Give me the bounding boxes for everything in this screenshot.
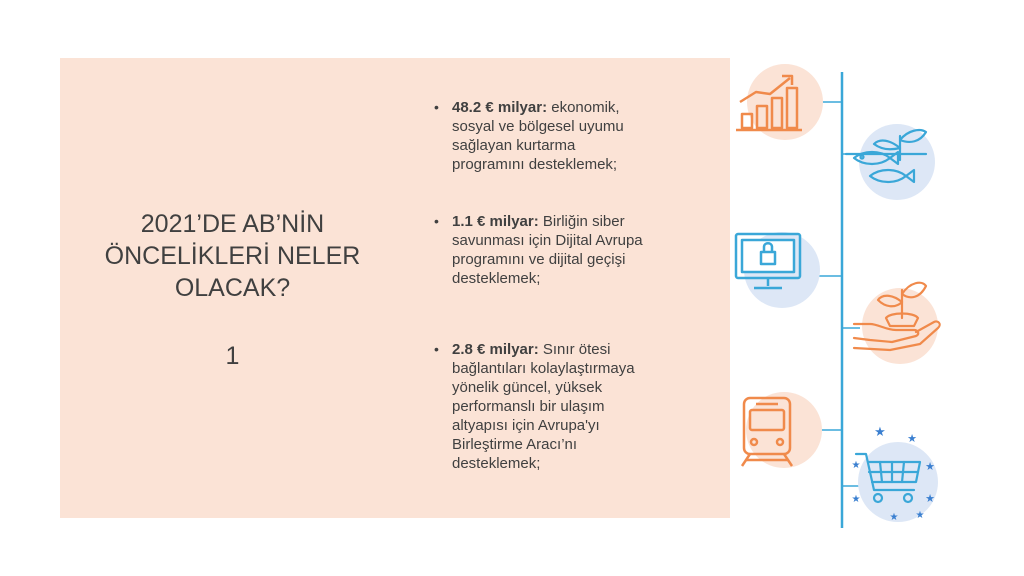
bullet-text: sağlayan kurtarma bbox=[452, 137, 576, 154]
bullet-item bbox=[432, 212, 702, 288]
bullet-text: bağlantıları kolaylaştırmaya bbox=[452, 360, 635, 377]
bullet-dot: • bbox=[434, 213, 439, 229]
bullet-text: savunması için Dijital Avrupa bbox=[452, 232, 643, 249]
bullet-amount: 48.2 € milyar: bbox=[452, 99, 548, 116]
bullet-text: desteklemek; bbox=[452, 270, 541, 287]
svg-text:★: ★ bbox=[907, 433, 917, 445]
title-line: OLACAK? bbox=[174, 274, 291, 302]
bullet-text: Birliğin siber bbox=[538, 213, 625, 230]
train-icon bbox=[742, 392, 842, 468]
bullet-amount: 1.1 € milyar: bbox=[452, 213, 539, 230]
bullet-item bbox=[432, 98, 702, 174]
title-line: ÖNCELİKLERİ NELER bbox=[104, 242, 361, 270]
bullet-amount: 2.8 € milyar: bbox=[452, 341, 539, 358]
bullet-text: altyapısı için Avrupa'yı bbox=[452, 417, 600, 434]
bullet-text: Sınır ötesi bbox=[538, 341, 611, 358]
shopping-cart-stars-icon bbox=[842, 424, 938, 523]
hand-plant-icon bbox=[842, 283, 940, 364]
slide-title bbox=[100, 208, 365, 304]
bullet-dot: • bbox=[434, 99, 439, 115]
growth-chart-icon bbox=[736, 64, 842, 140]
bullet-text: programını desteklemek; bbox=[452, 156, 618, 173]
fish-plant-icon bbox=[842, 124, 935, 200]
title-line: 2021’DE AB’NİN bbox=[140, 210, 325, 238]
bullet-text: performanslı bir ulaşım bbox=[452, 398, 605, 415]
computer-lock-icon bbox=[736, 232, 842, 308]
bullet-text: sosyal ve bölgesel uyumu bbox=[452, 118, 624, 135]
bullet-text: ekonomik, bbox=[547, 99, 620, 116]
bullet-text: Birleştirme Aracı’nı bbox=[452, 436, 578, 453]
bullet-dot: • bbox=[434, 341, 439, 357]
icon-timeline bbox=[730, 58, 1024, 538]
svg-text:★: ★ bbox=[874, 424, 886, 439]
bullet-text: yönelik güncel, yüksek bbox=[452, 379, 603, 396]
svg-text:★: ★ bbox=[915, 510, 925, 521]
svg-text:★: ★ bbox=[925, 461, 935, 473]
bullet-text: programını ve dijital geçişi bbox=[452, 251, 626, 268]
svg-text:★: ★ bbox=[889, 512, 899, 523]
svg-text:★: ★ bbox=[851, 494, 861, 505]
bullet-text: desteklemek; bbox=[452, 455, 541, 472]
svg-text:★: ★ bbox=[925, 493, 935, 505]
bullet-item bbox=[432, 340, 702, 473]
svg-text:★: ★ bbox=[851, 460, 861, 471]
page-number: 1 bbox=[225, 342, 240, 370]
